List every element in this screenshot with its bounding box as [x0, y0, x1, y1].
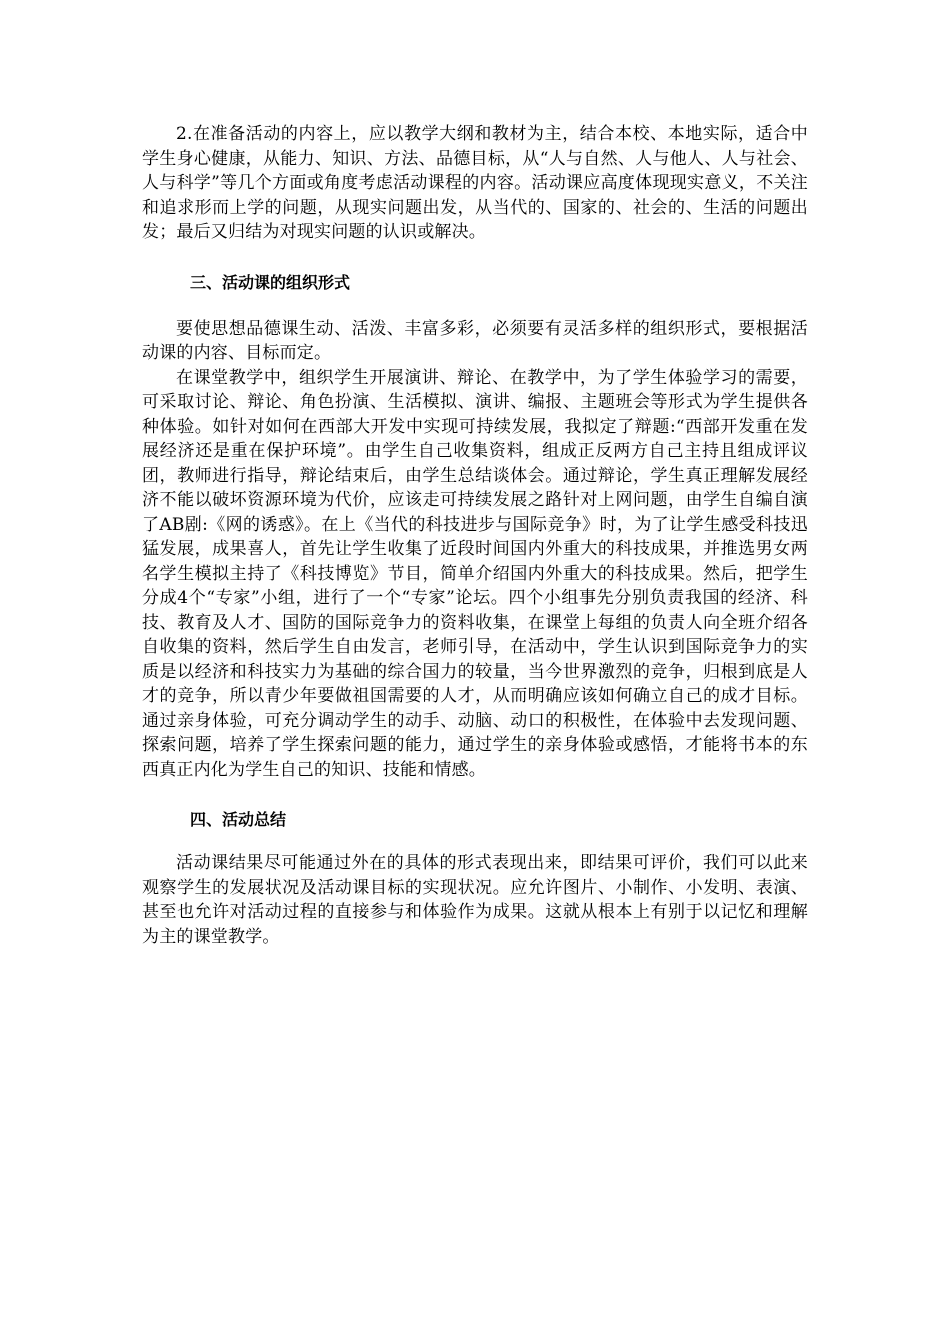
- paragraph-activity-content: 2.在准备活动的内容上，应以教学大纲和教材为主，结合本校、本地实际，适合中学生身心健康，从能力、知识、方法、品德目标，从“人与自然、人与他人、人与社会、人与科学”等几个方面或角度考虑活动课程的内容。活动课应高度体现现实意义，不关注和追求形而上学的问题，从现实问题出发，从当代的、国家的、社会的、生活的问题出发；最后又归结为对现实问题的认识或解决。: [142, 124, 808, 242]
- spacer: [142, 295, 808, 317]
- section-heading-activity-summary: 四、活动总结: [190, 810, 287, 829]
- document-page: [142, 122, 808, 949]
- section-heading-organization-form: 三、活动课的组织形式: [190, 272, 351, 292]
- spacer: [142, 245, 808, 271]
- paragraph-activity-summary: 活动课结果尽可能通过外在的具体的形式表现出来，即结果可评价，我们可以此来观察学生的发展状况及活动课目标的实现状况。应允许图片、小制作、小发明、表演、甚至也允许对活动过程的直接参与和体验作为成果。这就从根本上有别于以记忆和理解为主的课堂教学。: [142, 853, 808, 947]
- paragraph-organization-intro: 要使思想品德课生动、活泼、丰富多彩，必须要有灵活多样的组织形式，要根据活动课的内容、目标而定。: [142, 318, 808, 363]
- spacer: [142, 832, 808, 851]
- spacer: [142, 782, 808, 808]
- paragraph-classroom-examples: 在课堂教学中，组织学生开展演讲、辩论、在教学中，为了学生体验学习的需要，可采取讨论、辩论、角色扮演、生活模拟、演讲、编报、主题班会等形式为学生提供各种体验。如针对如何在西部大开发中实现可持续发展，我拟定了辩题:“西部开发重在发展经济还是重在保护环境”。由学生自己收集资料，组成正反两方自己主持且组成评议团，教师进行指导，辩论结束后，由学生总结谈体会。通过辩论，学生真正理解发展经济不能以破坏资源环境为代价，应该走可持续发展之路针对上网问题，由学生自编自演了AB剧:《网的诱惑》。在上《当代的科技进步与国际竞争》时，为了让学生感受科技迅猛发展，成果喜人，首先让学生收集了近段时间国内外重大的科技成果，并推选男女两名学生模拟主持了《科技博览》节目，简单介绍国内外重大的科技成果。然后，把学生分成4个“专家”小组，进行了一个“专家”论坛。四个小组事先分别负责我国的经济、科技、教育及人才、国防的国际竞争力的资料收集，在课堂上每组的负责人向全班介绍各自收集的资料，然后学生自由发言，老师引导，在活动中，学生认识到国际竞争力的实质是以经济和科技实力为基础的综合国力的较量，当今世界激烈的竞争，归根到底是人才的竞争，所以青少年要做祖国需要的人才，从而明确应该如何确立自己的成才目标。通过亲身体验，可充分调动学生的动手、动脑、动口的积极性，在体验中去发现问题、探索问题，培养了学生探索问题的能力，通过学生的亲身体验或感悟，才能将书本的东西真正内化为学生自己的知识、技能和情感。: [142, 367, 808, 780]
